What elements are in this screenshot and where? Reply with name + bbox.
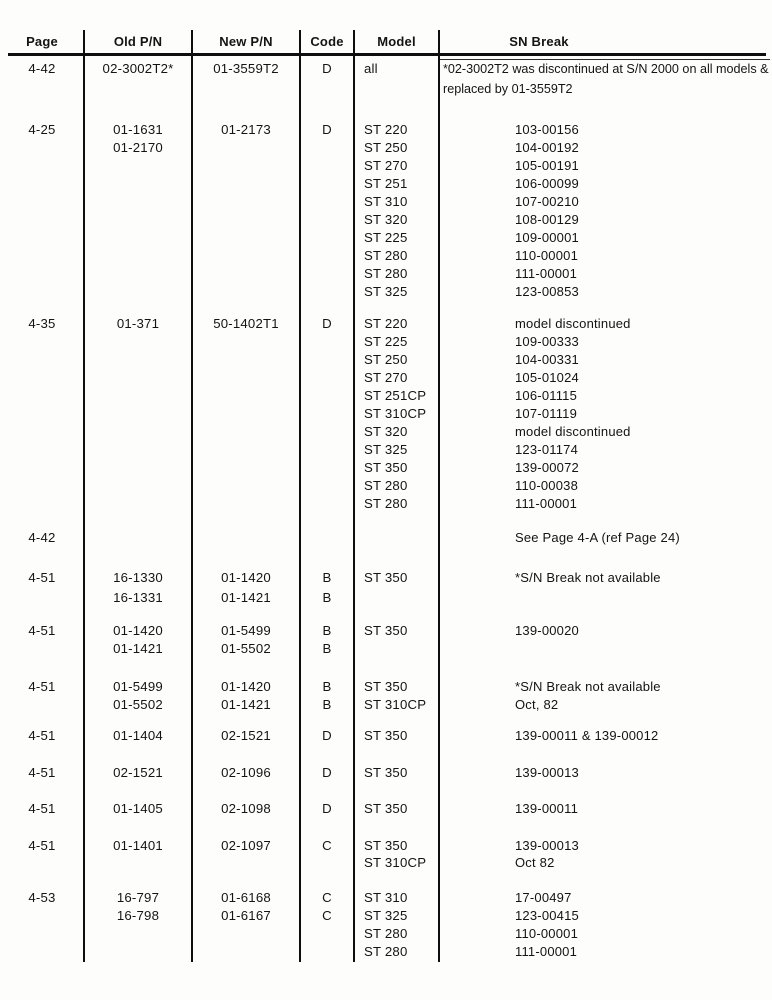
cell-new (192, 315, 300, 333)
cell-model (354, 568, 439, 588)
cell-line: 02-3002T2* (102, 61, 174, 76)
cell-line: ST 251 (364, 176, 408, 191)
cell-line: 123-00415 (515, 908, 579, 923)
cell-line: Oct 82 (515, 855, 555, 870)
cell-line: *02-3002T2 was discontinued at S/N 2000 on all models & (443, 62, 769, 76)
cell-line: 01-1421 (113, 641, 163, 656)
cell-new (192, 837, 300, 854)
cell-page (0, 121, 84, 139)
cell-line: 123-00853 (515, 284, 579, 299)
cell-line: 02-1521 (221, 728, 271, 743)
cell-line: B (322, 590, 332, 605)
cell-line: 109-00001 (515, 230, 579, 245)
cell-line: 139-00011 & 139-00012 (515, 728, 659, 743)
cell-old (84, 568, 192, 608)
cell-line: D (322, 801, 332, 816)
cell-line: ST 320 (364, 212, 408, 227)
cell-line: ST 350 (364, 623, 408, 638)
cell-line: 4-51 (28, 728, 56, 743)
cell-model (354, 837, 439, 871)
cell-old (84, 622, 192, 658)
cell-line: D (322, 728, 332, 743)
cell-old (84, 121, 192, 157)
cell-line: 01-1404 (113, 728, 163, 743)
cell-line: ST 350 (364, 460, 408, 475)
cell-code (300, 568, 354, 608)
cell-sn (439, 529, 772, 547)
cell-model (354, 800, 439, 818)
cell-line: D (322, 316, 332, 331)
cell-new (192, 764, 300, 782)
cell-line: 106-00099 (515, 176, 579, 191)
cell-line: ST 310CP (364, 855, 427, 870)
cell-line: 4-51 (28, 679, 56, 694)
cell-line: ST 225 (364, 230, 408, 245)
cell-line: 4-51 (28, 801, 56, 816)
cell-line: replaced by 01-3559T2 (443, 82, 573, 96)
cell-line: 02-1096 (221, 765, 271, 780)
cell-model (354, 59, 439, 79)
cell-line: 139-00013 (515, 838, 579, 853)
cell-line: D (322, 122, 332, 137)
cell-line: 01-1420 (221, 570, 271, 585)
cell-model (354, 121, 439, 301)
cell-line: 4-35 (28, 316, 56, 331)
cell-line: ST 225 (364, 334, 408, 349)
cell-line: 01-3559T2 (213, 61, 279, 76)
cell-line: 01-5502 (113, 697, 163, 712)
cell-line: ST 350 (364, 838, 408, 853)
cell-line: C (322, 838, 332, 853)
cell-page (0, 889, 84, 907)
cell-line: 01-2173 (221, 122, 271, 137)
cell-old (84, 764, 192, 782)
cell-line: 4-42 (28, 530, 56, 545)
cell-code (300, 59, 354, 79)
cell-line: ST 310 (364, 890, 408, 905)
cell-old (84, 727, 192, 745)
cell-line: 110-00001 (515, 926, 579, 941)
cell-old (84, 800, 192, 818)
cell-model (354, 764, 439, 782)
cell-line: 105-00191 (515, 158, 579, 173)
cell-line: 01-1631 (113, 122, 163, 137)
cell-line: 01-1421 (221, 697, 271, 712)
header-old-pn: Old P/N (113, 34, 163, 49)
cell-model (354, 622, 439, 640)
cell-line: *S/N Break not available (515, 679, 661, 694)
cell-sn (439, 837, 772, 871)
cell-code (300, 315, 354, 333)
cell-sn (439, 889, 772, 961)
cell-line: ST 270 (364, 370, 408, 385)
cell-page (0, 764, 84, 782)
cell-model (354, 889, 439, 961)
cell-line: ST 280 (364, 266, 408, 281)
cell-page (0, 800, 84, 818)
cell-line: 16-1330 (113, 570, 163, 585)
cell-line: ST 350 (364, 765, 408, 780)
cell-code (300, 764, 354, 782)
cell-old (84, 678, 192, 714)
cell-code (300, 678, 354, 714)
cell-new (192, 889, 300, 925)
cell-line: 111-00001 (515, 266, 578, 281)
cell-line: 02-1521 (113, 765, 163, 780)
cell-line: 01-5499 (221, 623, 271, 638)
cell-line: 108-00129 (515, 212, 579, 227)
cell-line: ST 325 (364, 442, 408, 457)
cell-line: 01-1420 (113, 623, 163, 638)
cell-line: ST 280 (364, 926, 408, 941)
cell-line: 01-5502 (221, 641, 271, 656)
cell-line: ST 280 (364, 944, 408, 959)
cell-line: 111-00001 (515, 944, 578, 959)
cell-line: 4-53 (28, 890, 56, 905)
cell-code (300, 889, 354, 925)
cell-line: ST 325 (364, 908, 408, 923)
cell-line: 50-1402T1 (213, 316, 279, 331)
cell-page (0, 678, 84, 696)
cell-page (0, 727, 84, 745)
cell-line: 01-371 (116, 316, 160, 331)
cell-line: 4-51 (28, 765, 56, 780)
cell-line: 105-01024 (515, 370, 579, 385)
cell-line: 01-2170 (113, 140, 163, 155)
cell-line: ST 310 (364, 194, 408, 209)
cell-line: ST 350 (364, 570, 408, 585)
cell-line: model discontinued (515, 424, 631, 439)
cell-sn (439, 764, 772, 782)
header-rule (8, 53, 766, 56)
cell-sn (439, 678, 772, 714)
cell-line: 4-51 (28, 570, 56, 585)
cell-line: 01-1421 (221, 590, 271, 605)
cell-line: ST 220 (364, 316, 408, 331)
cell-line: ST 310CP (364, 406, 427, 421)
cell-code (300, 800, 354, 818)
cell-line: See Page 4-A (ref Page 24) (515, 530, 680, 545)
cell-line: 01-5499 (113, 679, 163, 694)
cell-line: 109-00333 (515, 334, 579, 349)
cell-code (300, 121, 354, 139)
header-new-pn: New P/N (219, 34, 273, 49)
cell-line: 01-1405 (113, 801, 163, 816)
cell-new (192, 622, 300, 658)
cell-line: ST 325 (364, 284, 408, 299)
column-divider-1 (83, 30, 85, 962)
cell-new (192, 800, 300, 818)
cell-line: 02-1098 (221, 801, 271, 816)
cell-line: B (322, 679, 332, 694)
cell-line: C (322, 890, 332, 905)
cell-new (192, 678, 300, 714)
cell-new (192, 59, 300, 79)
cell-line: ST 350 (364, 728, 408, 743)
cell-line: 17-00497 (515, 890, 572, 905)
cell-page (0, 837, 84, 854)
cell-line: 123-01174 (515, 442, 579, 457)
cell-line: 139-00011 (515, 801, 579, 816)
cell-line: B (322, 697, 332, 712)
cell-line: 01-6167 (221, 908, 271, 923)
cell-line: B (322, 570, 332, 585)
cell-line: model discontinued (515, 316, 631, 331)
cell-line: 01-1401 (113, 838, 163, 853)
column-divider-2 (191, 30, 193, 962)
cell-line: 104-00331 (515, 352, 579, 367)
cell-model (354, 315, 439, 513)
cell-line: ST 310CP (364, 697, 427, 712)
cell-line: 110-00001 (515, 248, 579, 263)
cell-line: ST 280 (364, 478, 408, 493)
cell-line: 4-25 (28, 122, 56, 137)
cell-page (0, 568, 84, 588)
cell-old (84, 837, 192, 854)
cell-line: 104-00192 (515, 140, 579, 155)
cell-page (0, 59, 84, 79)
cell-line: 103-00156 (515, 122, 579, 137)
cell-line: B (322, 623, 332, 638)
cell-line: 16-1331 (113, 590, 163, 605)
cell-sn (439, 727, 772, 745)
cell-sn (439, 568, 772, 588)
cell-line: 139-00072 (515, 460, 579, 475)
cell-new (192, 568, 300, 608)
header-page: Page (26, 34, 58, 49)
cell-line: ST 350 (364, 679, 408, 694)
cell-sn (439, 59, 772, 99)
header-code: Code (310, 34, 344, 49)
cell-page (0, 529, 84, 547)
cell-line: ST 250 (364, 140, 408, 155)
cell-page (0, 622, 84, 640)
cell-line: ST 270 (364, 158, 408, 173)
cell-line: 106-01115 (515, 388, 578, 403)
cell-line: Oct, 82 (515, 697, 559, 712)
cell-line: 4-42 (28, 61, 56, 76)
cell-old (84, 315, 192, 333)
cell-line: all (364, 61, 378, 76)
header-model: Model (377, 34, 416, 49)
cell-new (192, 727, 300, 745)
header-sn-break: SN Break (509, 34, 569, 49)
cell-line: B (322, 641, 332, 656)
cell-line: 4-51 (28, 838, 56, 853)
cell-sn (439, 315, 772, 513)
cell-line: 16-797 (116, 890, 160, 905)
column-divider-3 (299, 30, 301, 962)
cell-sn (439, 622, 772, 640)
cell-old (84, 889, 192, 925)
cell-code (300, 727, 354, 745)
cell-line: 4-51 (28, 623, 56, 638)
cell-code (300, 622, 354, 658)
cell-model (354, 678, 439, 714)
cell-page (0, 315, 84, 333)
cell-line: ST 320 (364, 424, 408, 439)
cell-line: 111-00001 (515, 496, 578, 511)
cell-line: D (322, 765, 332, 780)
cell-line: 110-00038 (515, 478, 579, 493)
cell-model (354, 727, 439, 745)
cell-line: ST 250 (364, 352, 408, 367)
cell-line: *S/N Break not available (515, 570, 661, 585)
cell-line: 02-1097 (221, 838, 271, 853)
cell-line: D (322, 61, 332, 76)
cell-line: 01-1420 (221, 679, 271, 694)
cell-sn (439, 800, 772, 818)
cell-line: ST 280 (364, 248, 408, 263)
cell-line: 139-00020 (515, 623, 579, 638)
cell-line: ST 220 (364, 122, 408, 137)
cell-line: C (322, 908, 332, 923)
cell-line: 107-00210 (515, 194, 579, 209)
cell-line: 139-00013 (515, 765, 579, 780)
cell-line: ST 280 (364, 496, 408, 511)
cell-line: 16-798 (116, 908, 160, 923)
cell-line: ST 251CP (364, 388, 427, 403)
cell-sn (439, 121, 772, 301)
cell-line: 107-01119 (515, 406, 578, 421)
cell-line: 01-6168 (221, 890, 271, 905)
cell-code (300, 837, 354, 854)
cell-new (192, 121, 300, 139)
cell-old (84, 59, 192, 79)
cell-line: ST 350 (364, 801, 408, 816)
